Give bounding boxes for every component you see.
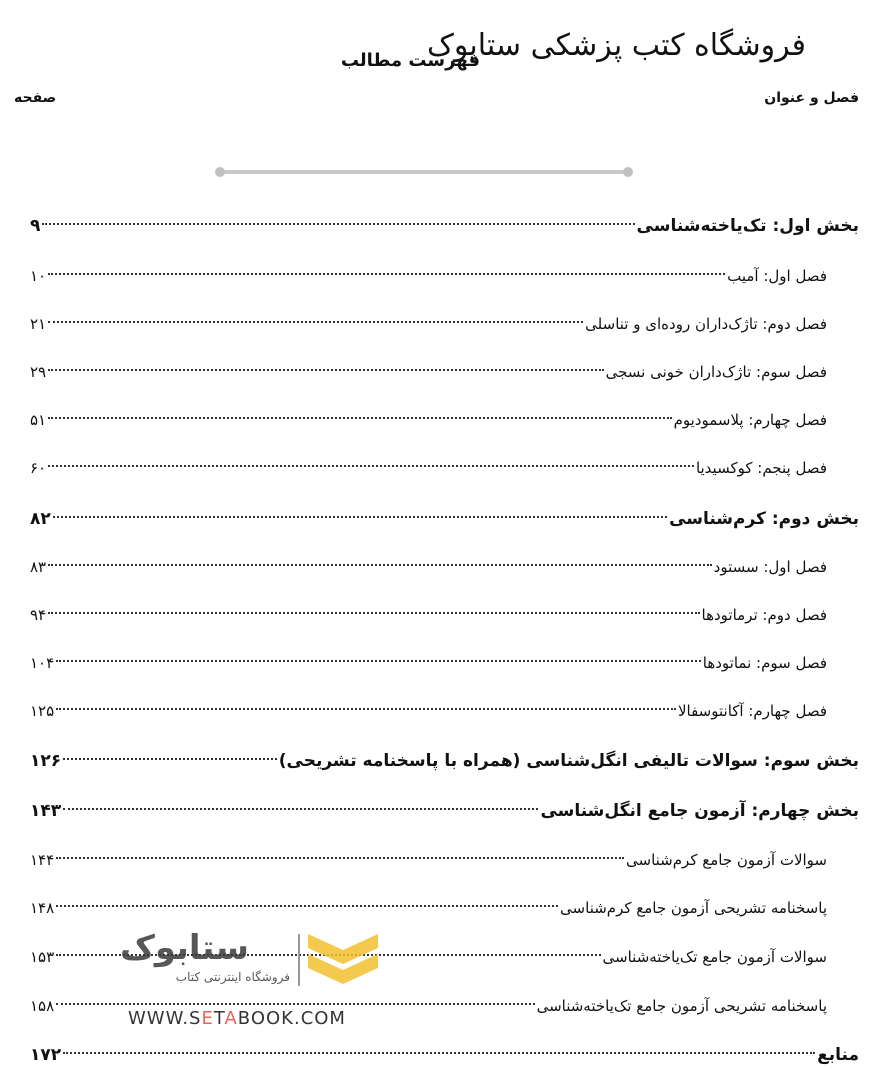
- dot-leader: [53, 516, 667, 518]
- toc-page-number: ۸۲: [30, 509, 51, 529]
- toc-chapter-row: [30, 601, 827, 629]
- toc-page-number: ۱۵۳: [30, 948, 55, 966]
- toc-section-row: [30, 212, 859, 240]
- toc-page-number: ۵۱: [30, 411, 47, 429]
- toc-chapter-row: [30, 894, 827, 922]
- toc-entry-title: بخش سوم: سوالات تالیفی انگل‌شناسی (همراه با پاسخنامه تشریحی): [278, 751, 859, 771]
- dot-leader: [63, 758, 277, 760]
- dot-leader: [63, 808, 538, 810]
- toc-section-row: [30, 505, 859, 533]
- setabook-watermark: [120, 928, 382, 1034]
- toc-page-number: ۱۴۸: [30, 899, 55, 917]
- toc-page-number: ۹۴: [30, 606, 47, 624]
- dot-leader: [48, 273, 725, 275]
- toc-entry-title: پاسخنامه تشریحی آزمون جامع کرم‌شناسی: [560, 899, 827, 917]
- toc-entry-title: فصل دوم: تاژک‌داران روده‌ای و تناسلی: [585, 315, 827, 333]
- toc-page-number: ۹: [30, 216, 41, 236]
- toc-entry-title: پاسخنامه تشریحی آزمون جامع تک‌یاخته‌شناسی: [536, 997, 827, 1015]
- dot-leader: [48, 465, 694, 467]
- toc-chapter-row: [30, 358, 827, 386]
- toc-chapter-row: [30, 454, 827, 482]
- toc-chapter-row: [30, 649, 827, 677]
- toc-entry-title: منابع: [817, 1045, 859, 1065]
- toc-entry-title: فصل دوم: ترماتودها: [701, 606, 827, 624]
- toc-page-number: ۱۷۲: [30, 1045, 62, 1065]
- toc-entry-title: فصل اول: آمیب: [727, 267, 827, 285]
- toc-page-number: ۱۴۴: [30, 851, 55, 869]
- watermark-url: WWW.SETABOOK.COM: [128, 1008, 346, 1029]
- dot-leader: [48, 369, 603, 371]
- dot-leader: [48, 321, 583, 323]
- toc-chapter-row: [30, 846, 827, 874]
- dot-leader: [48, 612, 699, 614]
- toc-page-number: ۲۱: [30, 315, 47, 333]
- toc-entry-title: فصل چهارم: آکانتوسفالا: [677, 702, 827, 720]
- chapter-column-heading: فصل و عنوان: [764, 90, 859, 106]
- toc-entry-title: فصل سوم: تاژک‌داران خونی نسجی: [605, 363, 827, 381]
- toc-page-number: ۱۰۴: [30, 654, 55, 672]
- toc-page-number: ۸۳: [30, 558, 47, 576]
- toc-entry-title: سوالات آزمون جامع تک‌یاخته‌شناسی: [602, 948, 827, 966]
- book-logo-icon: [304, 928, 382, 990]
- toc-page-number: ۱۲۵: [30, 702, 55, 720]
- toc-chapter-row: [30, 697, 827, 725]
- toc-entry-title: فصل سوم: نماتودها: [702, 654, 827, 672]
- toc-chapter-row: [30, 310, 827, 338]
- toc-page-number: ۶۰: [30, 459, 47, 477]
- dot-leader: [48, 417, 671, 419]
- toc-entry-title: بخش اول: تک‌یاخته‌شناسی: [636, 216, 859, 236]
- watermark-brand: ستابوک: [120, 928, 249, 968]
- store-title: فروشگاه کتب پزشکی ستاپوک: [427, 28, 806, 63]
- watermark-subtitle: فروشگاه اینترنتی کتاب: [175, 970, 290, 984]
- toc-chapter-row: [30, 406, 827, 434]
- toc-title: فهرست مطالب: [340, 50, 480, 71]
- dot-leader: [63, 1052, 815, 1054]
- dot-leader: [56, 660, 701, 662]
- page-column-heading: صفحه: [14, 90, 57, 106]
- watermark-separator: [298, 934, 300, 986]
- toc-entry-title: بخش دوم: کرم‌شناسی: [669, 509, 859, 529]
- toc-page-number: ۲۹: [30, 363, 47, 381]
- dot-leader: [48, 564, 712, 566]
- toc-page-number: ۱۰: [30, 267, 47, 285]
- toc-entry-title: فصل اول: سستود: [713, 558, 827, 576]
- toc-chapter-row: [30, 262, 827, 290]
- toc-entry-title: سوالات آزمون جامع کرم‌شناسی: [626, 851, 827, 869]
- toc-entry-title: فصل پنجم: کوکسیدیا: [695, 459, 827, 477]
- toc-entry-title: فصل چهارم: پلاسموديوم: [673, 411, 827, 429]
- toc-chapter-row: [30, 553, 827, 581]
- toc-page-number: ۱۵۸: [30, 997, 55, 1015]
- dot-leader: [42, 223, 634, 225]
- toc-section-row: [30, 797, 859, 825]
- toc-entry-title: بخش چهارم: آزمون جامع انگل‌شناسی: [540, 801, 859, 821]
- dot-leader: [56, 708, 676, 710]
- toc-page-number: ۱۲۶: [30, 751, 62, 771]
- toc-section-row: [30, 747, 859, 775]
- dot-leader: [56, 905, 558, 907]
- dot-leader: [56, 857, 624, 859]
- toc-page-number: ۱۴۳: [30, 801, 62, 821]
- toc-section-row: [30, 1041, 859, 1069]
